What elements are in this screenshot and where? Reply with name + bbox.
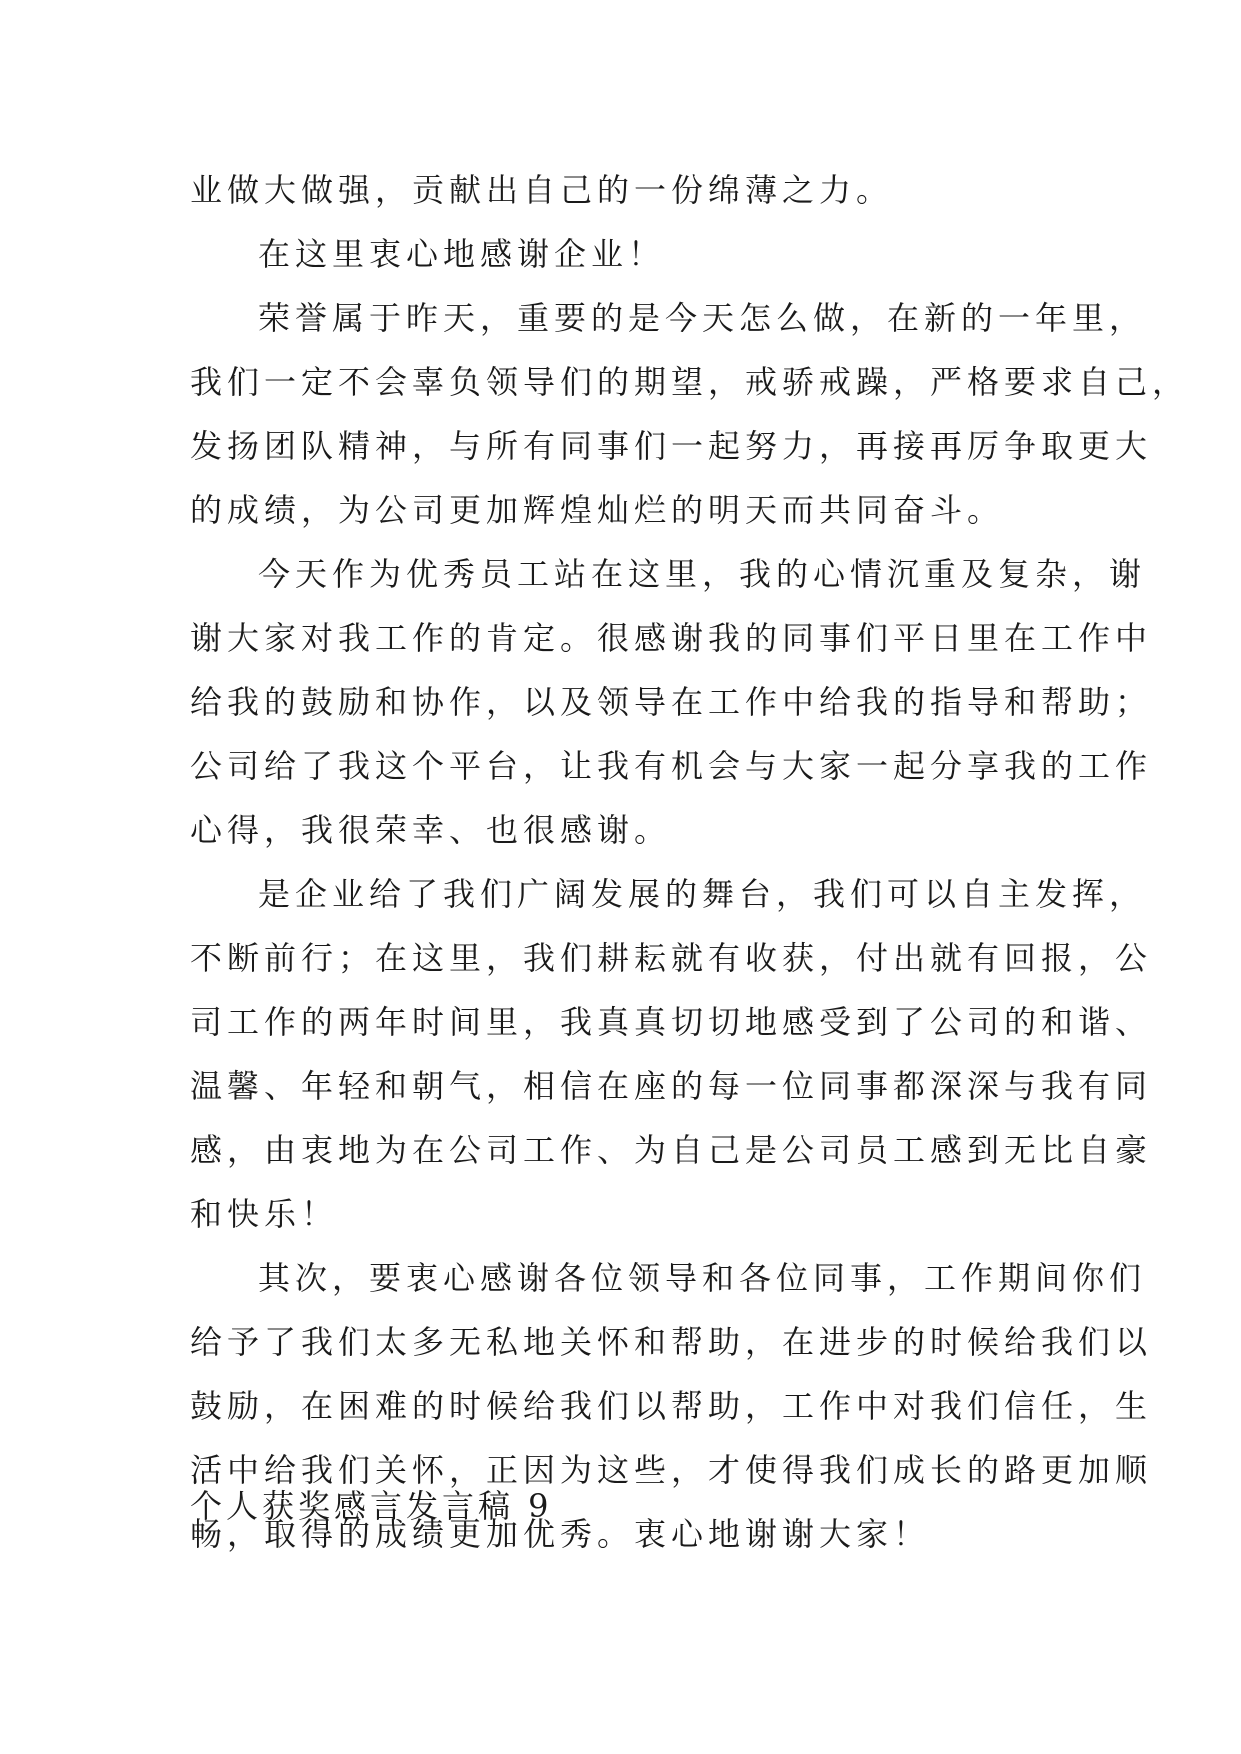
text-line: 感，由衷地为在公司工作、为自己是公司员工感到无比自豪 — [190, 1131, 1153, 1169]
text-line: 今天作为优秀员工站在这里，我的心情沉重及复杂，谢 — [258, 555, 1147, 593]
text-line: 荣誉属于昨天，重要的是今天怎么做，在新的一年里， — [258, 299, 1147, 337]
text-line: 活中给我们关怀，正因为这些，才使得我们成长的路更加顺 — [190, 1451, 1153, 1489]
text-line: 和快乐！ — [190, 1195, 339, 1233]
text-line: 是企业给了我们广阔发展的舞台，我们可以自主发挥， — [258, 875, 1147, 913]
text-line: 给我的鼓励和协作，以及领导在工作中给我的指导和帮助； — [190, 683, 1153, 721]
text-line: 畅，取得的成绩更加优秀。衷心地谢谢大家！ — [190, 1515, 931, 1553]
text-line: 发扬团队精神，与所有同事们一起努力，再接再厉争取更大 — [190, 427, 1153, 465]
text-line: 业做大做强，贡献出自己的一份绵薄之力。 — [190, 171, 894, 209]
text-line: 在这里衷心地感谢企业！ — [258, 235, 666, 273]
text-line: 给予了我们太多无私地关怀和帮助，在进步的时候给我们以 — [190, 1323, 1153, 1361]
text-line: 的成绩，为公司更加辉煌灿烂的明天而共同奋斗。 — [190, 491, 1005, 529]
text-line: 心得，我很荣幸、也很感谢。 — [190, 811, 672, 849]
text-line: 我们一定不会辜负领导们的期望，戒骄戒躁，严格要求自己， — [190, 363, 1190, 401]
section-heading: 个人获奖感言发言稿 9 — [190, 1487, 553, 1525]
text-line: 温馨、年轻和朝气，相信在座的每一位同事都深深与我有同 — [190, 1067, 1153, 1105]
text-line: 公司给了我这个平台，让我有机会与大家一起分享我的工作 — [190, 747, 1153, 785]
text-line: 司工作的两年时间里，我真真切切地感受到了公司的和谐、 — [190, 1003, 1153, 1041]
text-line: 不断前行；在这里，我们耕耘就有收获，付出就有回报，公 — [190, 939, 1153, 977]
text-line: 其次，要衷心感谢各位领导和各位同事，工作期间你们 — [258, 1259, 1147, 1297]
body-text — [190, 158, 1190, 1566]
text-line: 鼓励，在困难的时候给我们以帮助，工作中对我们信任，生 — [190, 1387, 1153, 1425]
text-line: 谢大家对我工作的肯定。很感谢我的同事们平日里在工作中 — [190, 619, 1153, 657]
